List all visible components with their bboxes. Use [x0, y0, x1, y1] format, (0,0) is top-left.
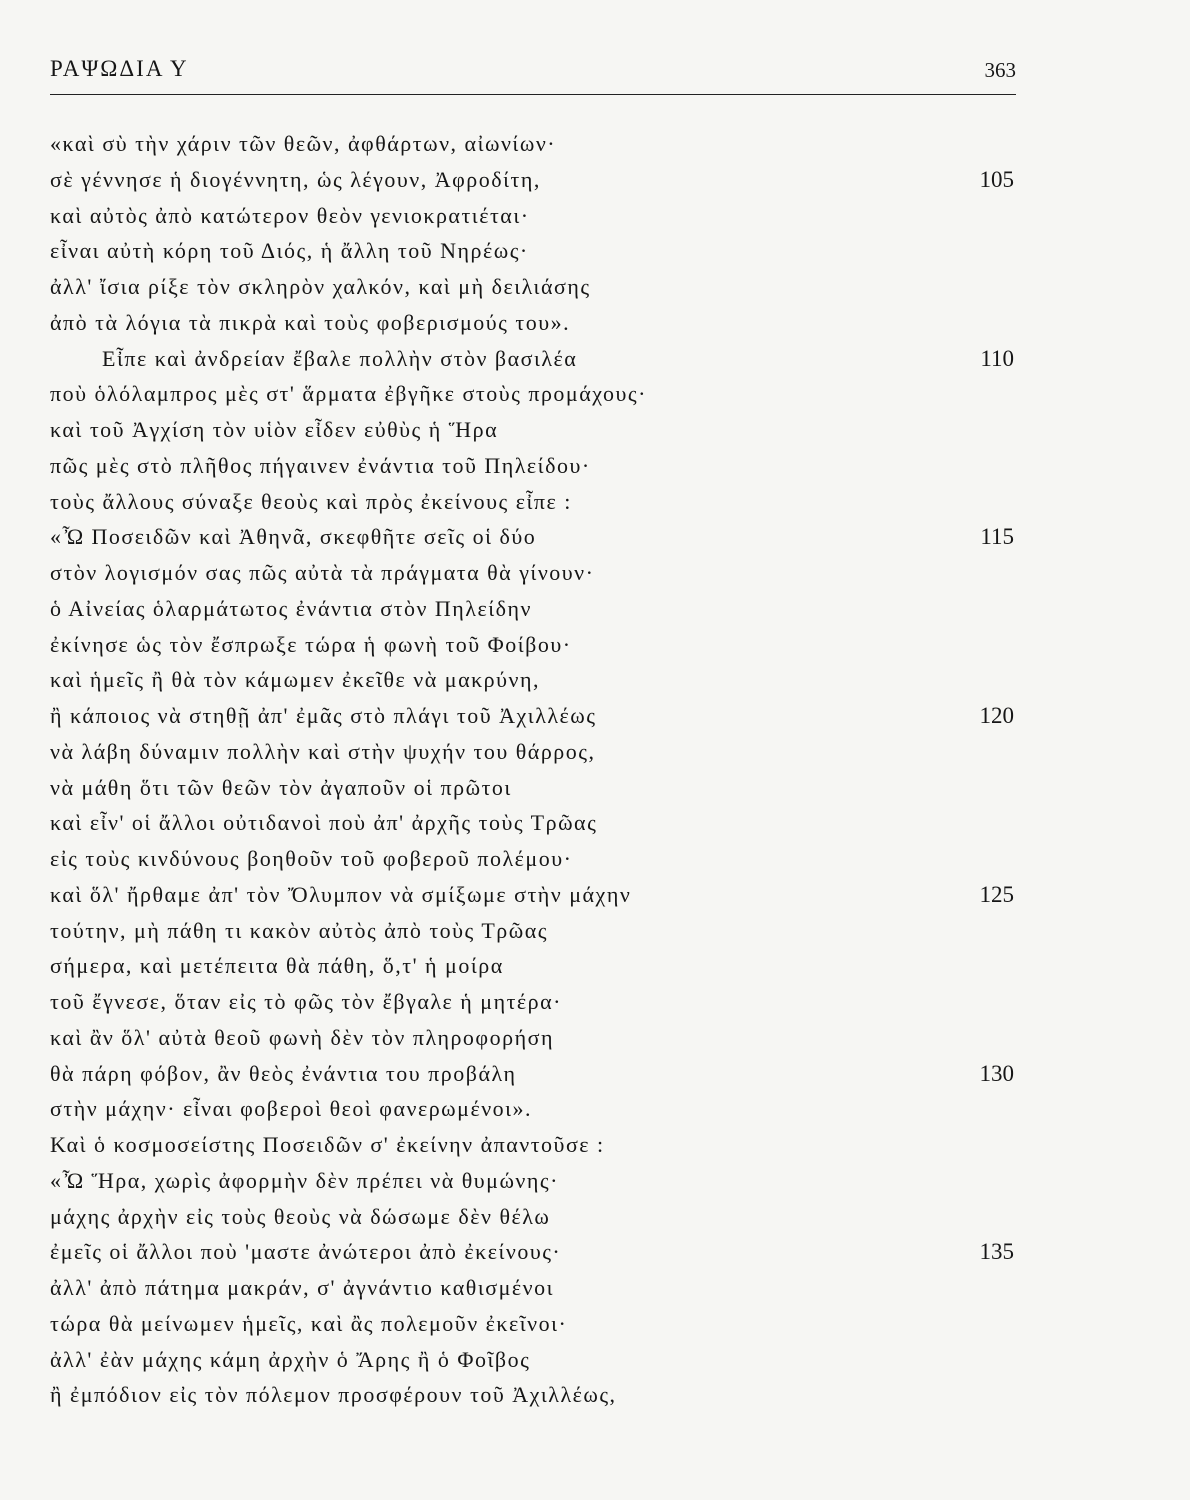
verse-line-text: ἀλλ' ἐὰν μάχης κάμη ἀρχὴν ὁ Ἄρης ἢ ὁ Φοῖβος	[50, 1346, 531, 1372]
running-head: ΡΑΨΩΔΙΑ Υ	[50, 56, 189, 81]
verse-line	[50, 1127, 1016, 1163]
verse-line-text: καὶ ἡμεῖς ἢ θὰ τὸν κάμωμεν ἐκεῖθε νὰ μακρύνη,	[50, 667, 541, 693]
verse-line	[50, 1056, 1016, 1092]
verse-line	[50, 913, 1016, 949]
verse-line	[50, 948, 1016, 984]
verse-line-text: νὰ λάβη δύναμιν πολλὴν καὶ στὴν ψυχήν του θάρρος,	[50, 738, 596, 764]
line-number: 125	[979, 881, 1014, 907]
verse-line-text: ἀλλ' ἴσια ρίξε τὸν σκληρὸν χαλκόν, καὶ μὴ δειλιάσης	[50, 274, 591, 299]
verse-line	[50, 1163, 1016, 1199]
verse-line-text: ἀπὸ τὰ λόγια τὰ πικρὰ καὶ τοὺς φοβερισμούς του».	[50, 309, 571, 335]
verse-line	[50, 1091, 1016, 1127]
verse-line-text: ἢ ἐμπόδιον εἰς τὸν πόλεμον προσφέρουν τοῦ Ἀχιλλέως,	[50, 1382, 617, 1408]
verse-line-text: πῶς μὲς στὸ πλῆθος πήγαινεν ἐνάντια τοῦ Πηλείδου·	[50, 452, 591, 478]
verse-line-text: καὶ ὅλ' ἤρθαμε ἀπ' τὸν Ὄλυμπον νὰ σμίξωμε στὴν μάχην	[50, 881, 632, 907]
page-number: 363	[984, 58, 1016, 82]
verse-line-text: τούτην, μὴ πάθη τι κακὸν αὐτὸς ἀπὸ τοὺς Τρῶας	[50, 917, 549, 943]
verse-line	[50, 841, 1016, 877]
verse-line	[50, 591, 1016, 627]
verse-line	[50, 519, 1016, 555]
verse-line-text: τώρα θὰ μείνωμεν ἡμεῖς, καὶ ἂς πολεμοῦν ἐκεῖνοι·	[50, 1310, 568, 1336]
verse-line-text: καὶ ἂν ὅλ' αὐτὰ θεοῦ φωνὴ δὲν τὸν πληροφορήση	[50, 1024, 554, 1050]
verse-line	[50, 448, 1016, 484]
verse-line	[50, 412, 1016, 448]
line-number: 110	[980, 345, 1014, 371]
verse-line-text: ἢ κάποιος νὰ στηθῇ ἀπ' ἐμᾶς στὸ πλάγι τοῦ Ἀχιλλέως	[50, 703, 597, 728]
verse-line-text: «καὶ σὺ τὴν χάριν τῶν θεῶν, ἀφθάρτων, αἰωνίων·	[50, 131, 557, 156]
verse-line	[50, 1342, 1016, 1378]
verse-line	[50, 1377, 1016, 1413]
line-number: 120	[979, 703, 1014, 728]
verse-line-text: ἐκίνησε ὡς τὸν ἔσπρωξε τώρα ἡ φωνὴ τοῦ Φοίβου·	[50, 631, 572, 657]
verse-text	[50, 126, 1016, 1413]
verse-line-text: καὶ αὐτὸς ἀπὸ κατώτερον θεὸν γενιοκρατιέται·	[50, 202, 530, 228]
verse-line-text: «Ὦ Ἥρα, χωρὶς ἀφορμὴν δὲν πρέπει νὰ θυμώνης·	[50, 1167, 559, 1193]
verse-line	[50, 662, 1016, 698]
verse-line-text: ποὺ ὁλόλαμπρος μὲς στ' ἅρματα ἐβγῆκε στοὺς προμάχους·	[50, 381, 647, 407]
header-rule	[50, 94, 1016, 95]
verse-line	[50, 734, 1016, 770]
verse-line	[50, 805, 1016, 841]
line-number: 130	[979, 1060, 1014, 1086]
verse-line	[50, 198, 1016, 234]
verse-line-text: καὶ τοῦ Ἀγχίση τὸν υἱὸν εἶδεν εὐθὺς ἡ Ἥρα	[50, 417, 499, 442]
verse-line	[50, 555, 1016, 591]
verse-line	[50, 269, 1016, 305]
verse-line-text: εἰς τοὺς κινδύνους βοηθοῦν τοῦ φοβεροῦ πολέμου·	[50, 846, 573, 871]
verse-line	[50, 984, 1016, 1020]
verse-line-text: ἐμεῖς οἱ ἄλλοι ποὺ 'μαστε ἀνώτεροι ἀπὸ ἐκείνους·	[50, 1239, 562, 1265]
verse-line	[50, 698, 1016, 734]
verse-line-text: τοὺς ἄλλους σύναξε θεοὺς καὶ πρὸς ἐκείνους εἶπε :	[50, 488, 572, 514]
verse-line-text: στὴν μάχην· εἶναι φοβεροὶ θεοὶ φανερωμένοι».	[50, 1096, 533, 1122]
verse-line	[50, 126, 1016, 162]
verse-line	[50, 376, 1016, 412]
verse-line-text: μάχης ἀρχὴν εἰς τοὺς θεοὺς νὰ δώσωμε δὲν θέλω	[50, 1203, 551, 1229]
verse-line	[50, 1306, 1016, 1342]
verse-line-text: νὰ μάθη ὅτι τῶν θεῶν τὸν ἀγαποῦν οἱ πρῶτοι	[50, 774, 512, 800]
verse-line	[50, 770, 1016, 806]
verse-line	[50, 1234, 1016, 1270]
verse-line-text: τοῦ ἔγνεσε, ὅταν εἰς τὸ φῶς τὸν ἔβγαλε ἡ μητέρα·	[50, 989, 562, 1014]
verse-line-text: σήμερα, καὶ μετέπειτα θὰ πάθη, ὅ,τ' ἡ μοίρα	[50, 953, 504, 979]
verse-line-text: καὶ εἶν' οἱ ἄλλοι οὐτιδανοὶ ποὺ ἀπ' ἀρχῆς τοὺς Τρῶας	[50, 810, 598, 836]
verse-line-text: εἶναι αὐτὴ κόρη τοῦ Διός, ἡ ἄλλη τοῦ Νηρέως·	[50, 238, 529, 264]
verse-line	[50, 627, 1016, 663]
line-number: 115	[980, 524, 1014, 550]
page-header	[50, 56, 1016, 96]
verse-line	[50, 341, 1016, 377]
line-number: 105	[979, 166, 1014, 192]
verse-line-text: θὰ πάρη φόβον, ἂν θεὸς ἐνάντια του προβάλη	[50, 1060, 517, 1086]
verse-line	[50, 484, 1016, 520]
verse-line	[50, 305, 1016, 341]
verse-line-text: σὲ γέννησε ἡ διογέννητη, ὡς λέγουν, Ἀφροδίτη,	[50, 166, 541, 192]
verse-line-text: στὸν λογισμόν σας πῶς αὐτὰ τὰ πράγματα θὰ γίνουν·	[50, 560, 595, 585]
verse-line	[50, 162, 1016, 198]
verse-line-text: ὁ Αἰνείας ὁλαρμάτωτος ἐνάντια στὸν Πηλείδην	[50, 595, 532, 621]
verse-line-text: ἀλλ' ἀπὸ πάτημα μακράν, σ' ἀγνάντιο καθισμένοι	[50, 1275, 555, 1300]
verse-line-text: Καὶ ὁ κοσμοσείστης Ποσειδῶν σ' ἐκείνην ἀπαντοῦσε :	[50, 1132, 605, 1157]
verse-line	[50, 1020, 1016, 1056]
verse-line	[50, 1270, 1016, 1306]
verse-line	[50, 1199, 1016, 1235]
line-number: 135	[979, 1239, 1014, 1265]
verse-line-text: «Ὦ Ποσειδῶν καὶ Ἀθηνᾶ, σκεφθῆτε σεῖς οἱ δύο	[50, 524, 537, 550]
verse-line	[50, 233, 1016, 269]
verse-line	[50, 877, 1016, 913]
verse-line-text: Εἶπε καὶ ἀνδρείαν ἔβαλε πολλὴν στὸν βασιλέα	[102, 345, 578, 371]
